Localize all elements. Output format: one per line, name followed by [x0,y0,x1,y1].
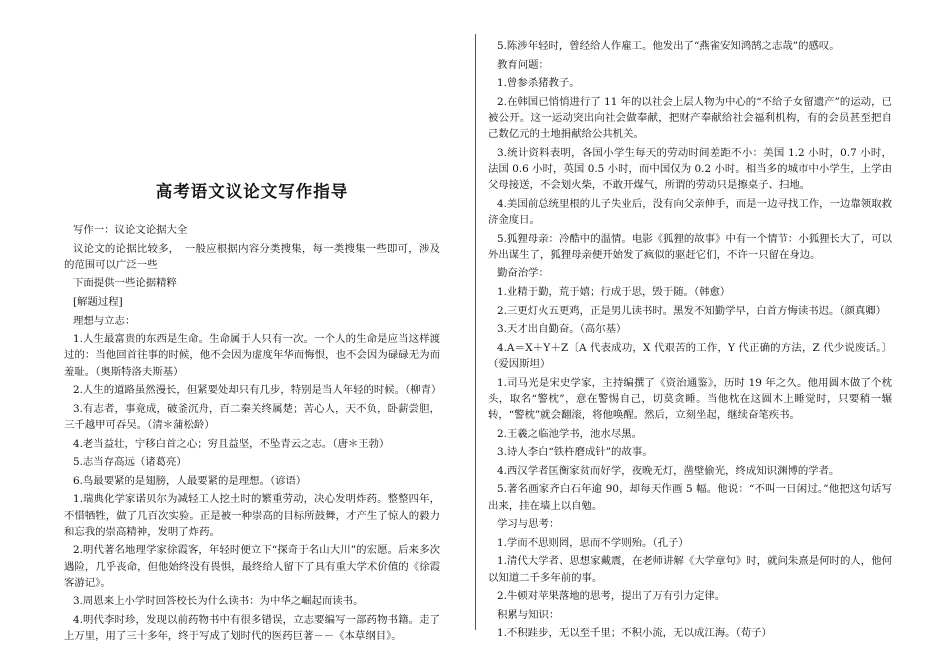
paragraph: 1.业精于勤，荒于嬉；行成于思，毁于随。（韩愈） [497,285,731,298]
paragraph: 3.有志者，事竟成，破釜沉舟，百二秦关终属楚；苦心人，天不负，卧薪尝胆，三千越甲可吞吴。（清＊蒲松龄） [64,402,440,431]
paragraph: 5.狐狸母亲：冷酷中的温情。电影《狐狸的故事》中有一个情节：小狐狸长大了，可以外出谋生了，狐狸母亲便开始发了疯似的驱赶它们，不许一只留在身边。 [488,232,892,261]
paragraph: 1.清代大学者、思想家戴震，在老师讲解《大学章句》时，就问朱熹是何时的人，他何以知道二千多年前的事。 [488,555,892,584]
document-title: 高考语文议论文写作指导 [155,182,349,201]
paragraph: 5.陈涉年轻时，曾经给人作雇工。他发出了“燕雀安知鸿鹄之志哉”的感叹。 [497,40,840,52]
paragraph: 1.曾参杀猪教子。 [497,77,580,90]
paragraph: 3.天才出自勤奋。（高尔基） [497,323,627,336]
paragraph: 1.司马光是宋史学家，主持编撰了《资治通鉴》，历时 19 年之久。他用圆木做了个枕头，取名“警枕”，意在警惕自己，切莫贪睡。当他枕在这圆木上睡觉时，只要稍一辗转，“警枕”就会翻滚，将他唤醒。然后，立刻坐起，继续奋笔疾书。 [488,376,892,421]
paragraph: 4.西汉学者匡衡家贫而好学，夜晚无灯，凿壁偷光，终成知识渊博的学者。 [497,464,840,477]
paragraph: 写作一：议论文论据大全 [73,224,188,236]
right-column [488,38,892,644]
paragraph: 下面提供一些论据精粹 [73,277,177,290]
paragraph: 2.牛顿对苹果落地的思考，提出了万有引力定律。 [497,590,726,603]
paragraph: 4.老当益壮，宁移白首之心；穷且益坚，不坠青云之志。（唐＊王勃） [73,437,390,450]
paragraph: 1.瑞典化学家诺贝尔为减轻工人挖土时的繁重劳动，决心发明炸药。整整四年，不惜牺牲，做了几百次实验。正是被一种崇高的目标所鼓舞，才产生了惊人的毅力和忘我的崇高精神，发明了炸药。 [64,493,440,538]
left-column [64,222,440,647]
paragraph: 1.学而不思则罔，思而不学则殆。（孔子） [497,536,689,549]
paragraph: 3.诗人李白“铁杵磨成针”的故事。 [497,446,653,459]
paragraph: 2.三更灯火五更鸡，正是男儿读书时。黑发不知勤学早，白首方悔读书迟。（颜真卿） [497,304,887,317]
paragraph: 理想与立志： [73,314,136,327]
paragraph: 5.著名画家齐白石年逾 90，却每天作画 5 幅。他说：“不叫一日闲过。”他把这句话写出来，挂在墙上以自勉。 [488,483,892,512]
paragraph: 2.人生的道路虽然漫长，但紧要处却只有几步，特别是当人年轻的时候。（柳青） [73,384,442,397]
paragraph: 3.统计资料表明，各国小学生每天的劳动时间差距不小：美国 1.2 小时，0.7 小时，法国 0.6 小时，英国 0.5 小时，而中国仅为 0.2 小时。相当多的城市中小学生，上学由父母接送，不会划火柴，不敢开煤气，所谓的劳动只是擦桌子、扫地。 [488,146,892,192]
paragraph: 2.在韩国已悄悄进行了 11 年的以社会上层人物为中心的“不给子女留遗产”的运动，已被公开。这一运动突出向社会做奉献，把财产奉献给社会福利机构，有的会员甚至把自己数亿元的土地捐献给公共机关。 [488,95,892,141]
paragraph: 1.不积跬步，无以至千里；不积小流，无以成江海。（荀子） [497,627,772,640]
paragraph: 积累与知识： [497,608,560,621]
paragraph: 教育问题： [497,58,549,71]
paragraph: 议论文的论据比较多， 一般应根据内容分类搜集，每一类搜集一些即可，涉及的范围可以广泛一些 [64,242,440,271]
paragraph: 2.明代著名地理学家徐霞客，年轻时便立下“探奇于名山大川”的宏愿。后来多次遇险，几乎丧命，但他始终没有畏惧，最终给人留下了具有重大学术价值的《徐霞客游记》。 [64,544,440,589]
paragraph: 勤奋治学： [497,267,549,280]
paragraph: 6.鸟最要紧的是翅膀，人最要紧的是理想。（谚语） [73,474,307,487]
column-divider [475,34,476,630]
paragraph: 4.明代李时珍，发现以前药物书中有很多错误，立志要编写一部药物书籍。走了上万里，用了三十多年，终于写成了划时代的医药巨著－－《本草纲目》。 [64,613,440,643]
paragraph: 1.人生最富贵的东西是生命。生命属于人只有一次。一个人的生命是应当这样渡过的：当他回首往事的时候，他不会因为虚度年华而悔恨，也不会因为碌碌无为而羞耻。（奥斯特洛夫斯基） [64,333,440,378]
paragraph: 2.王羲之临池学书，池水尽黑。 [497,427,642,440]
paragraph: 学习与思考： [497,518,560,531]
paragraph: 4.A＝X＋Y＋Z〔A 代表成功，X 代艰苦的工作，Y 代正确的方法，Z 代少说废话。〕（爱因斯坦） [488,341,892,370]
paragraph: 4.美国前总统里根的儿子失业后，没有向父亲伸手，而是一边寻找工作，一边靠领取救济金度日。 [488,197,892,226]
paragraph: 3.周恩来上小学时回答校长为什么读书：为中华之崛起而读书。 [73,595,364,608]
paragraph: 5.志当存高远（诸葛亮） [73,456,187,469]
paragraph: [解题过程] [73,295,123,308]
